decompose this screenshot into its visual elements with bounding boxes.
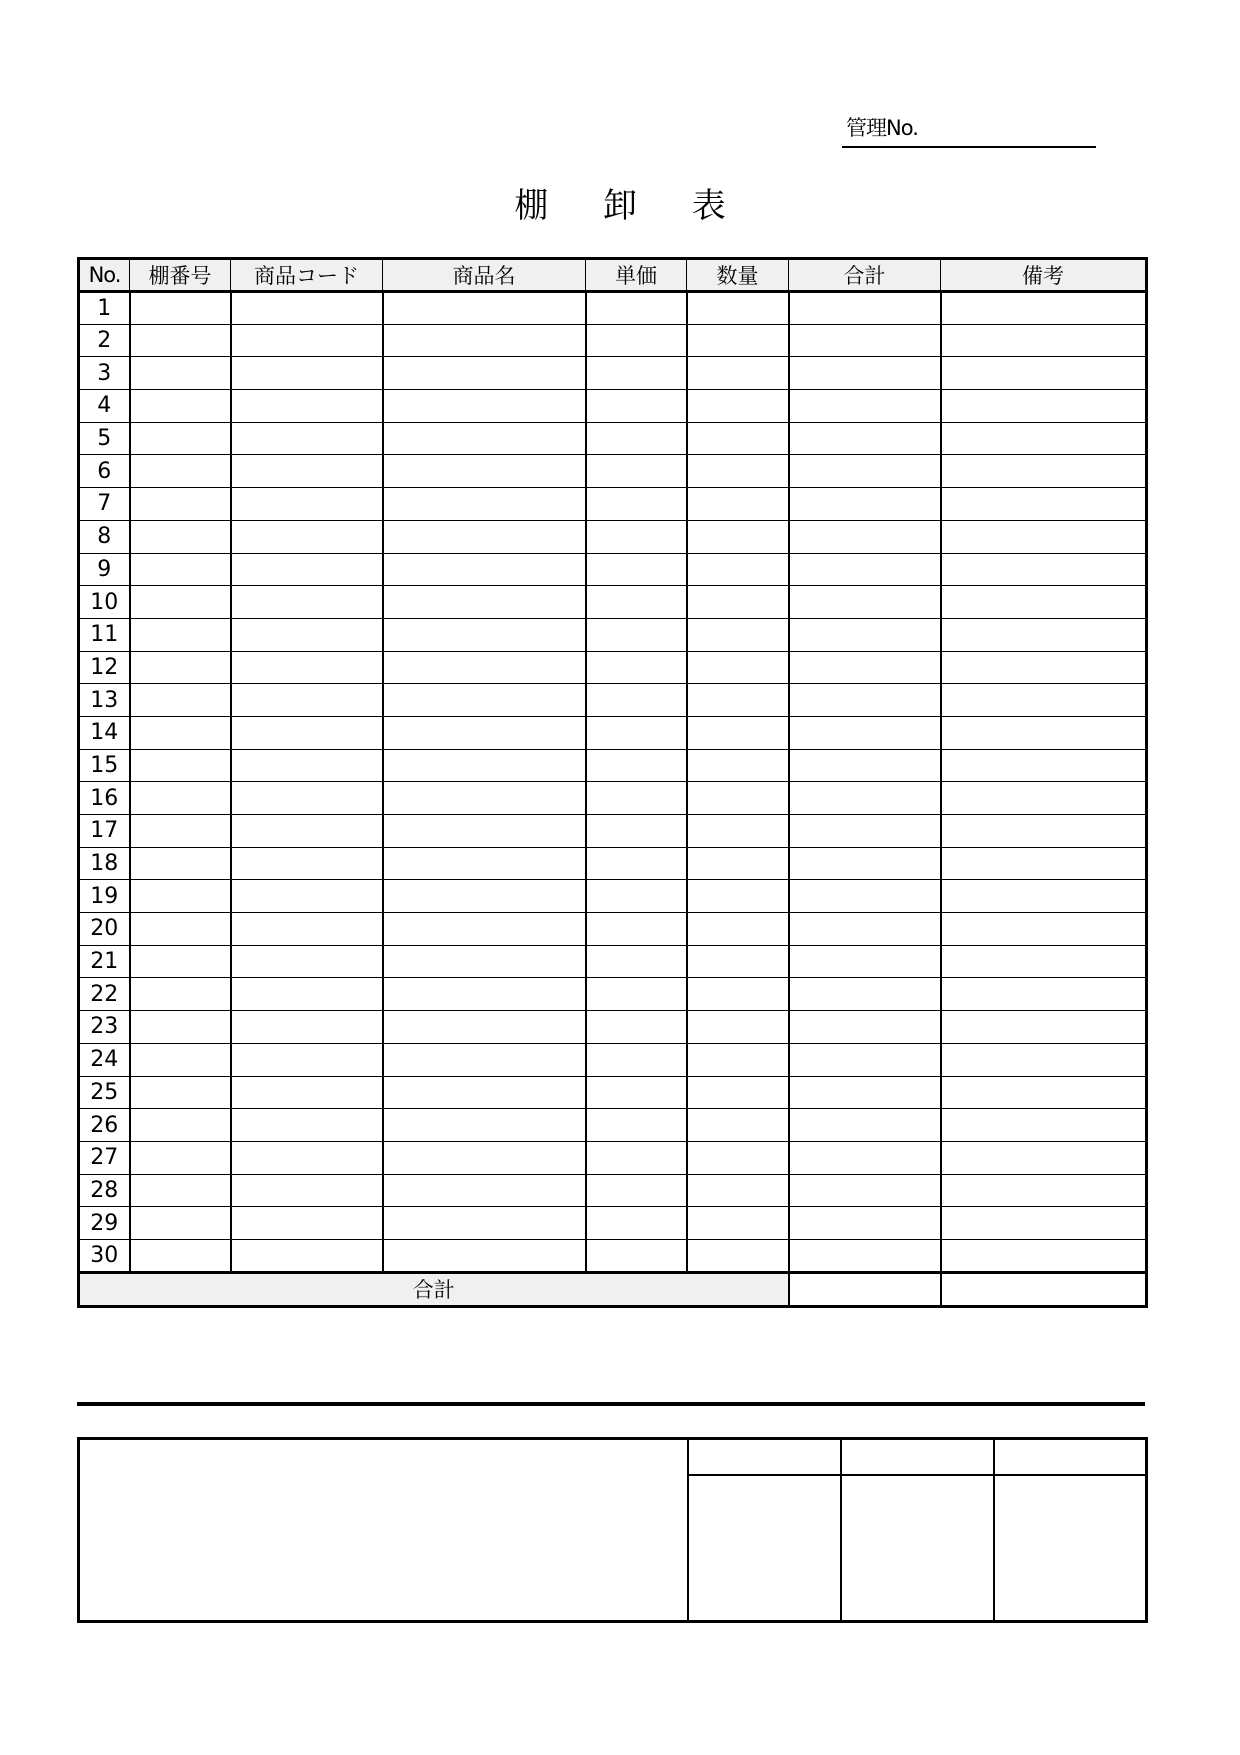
total-cell[interactable] bbox=[789, 618, 941, 651]
unit-price-cell[interactable] bbox=[586, 1011, 687, 1044]
table-row bbox=[79, 520, 1147, 553]
product-code-cell[interactable] bbox=[231, 1141, 383, 1174]
quantity-cell[interactable] bbox=[687, 618, 789, 651]
total-cell[interactable] bbox=[789, 455, 941, 488]
total-cell[interactable] bbox=[789, 324, 941, 357]
product-name-cell[interactable] bbox=[383, 618, 586, 651]
row-number: 16 bbox=[79, 782, 130, 815]
product-name-cell[interactable] bbox=[383, 422, 586, 455]
total-cell[interactable] bbox=[789, 716, 941, 749]
table-row bbox=[79, 749, 1147, 782]
shelf-number-cell[interactable] bbox=[130, 618, 231, 651]
product-code-cell[interactable] bbox=[231, 324, 383, 357]
section-divider bbox=[77, 1402, 1145, 1406]
remarks-cell[interactable] bbox=[941, 1011, 1147, 1044]
unit-price-cell[interactable] bbox=[586, 586, 687, 619]
table-row bbox=[79, 815, 1147, 848]
unit-price-cell[interactable] bbox=[586, 1207, 687, 1240]
approval-section bbox=[77, 1437, 1148, 1623]
quantity-cell[interactable] bbox=[687, 586, 789, 619]
product-code-cell[interactable] bbox=[231, 1076, 383, 1109]
row-number: 20 bbox=[79, 913, 130, 946]
remarks-cell[interactable] bbox=[941, 1043, 1147, 1076]
remarks-cell[interactable] bbox=[941, 553, 1147, 586]
table-header-row bbox=[79, 259, 1147, 292]
col-header-no: No. bbox=[79, 259, 130, 292]
total-cell[interactable] bbox=[789, 684, 941, 717]
shelf-number-cell[interactable] bbox=[130, 1141, 231, 1174]
unit-price-cell[interactable] bbox=[586, 1109, 687, 1142]
unit-price-cell[interactable] bbox=[586, 553, 687, 586]
quantity-cell[interactable] bbox=[687, 422, 789, 455]
quantity-cell[interactable] bbox=[687, 520, 789, 553]
remarks-cell[interactable] bbox=[941, 1207, 1147, 1240]
shelf-number-cell[interactable] bbox=[130, 782, 231, 815]
total-cell[interactable] bbox=[789, 586, 941, 619]
remarks-cell[interactable] bbox=[941, 586, 1147, 619]
row-number: 29 bbox=[79, 1207, 130, 1240]
table-row bbox=[79, 586, 1147, 619]
remarks-cell[interactable] bbox=[941, 292, 1147, 325]
product-code-cell[interactable] bbox=[231, 1011, 383, 1044]
quantity-cell[interactable] bbox=[687, 357, 789, 390]
col-header-unit-price: 単価 bbox=[586, 259, 687, 292]
total-cell[interactable] bbox=[789, 357, 941, 390]
unit-price-cell[interactable] bbox=[586, 390, 687, 423]
unit-price-cell[interactable] bbox=[586, 324, 687, 357]
quantity-cell[interactable] bbox=[687, 945, 789, 978]
row-number: 15 bbox=[79, 749, 130, 782]
quantity-cell[interactable] bbox=[687, 553, 789, 586]
row-number: 1 bbox=[79, 292, 130, 325]
unit-price-cell[interactable] bbox=[586, 455, 687, 488]
table-row bbox=[79, 1141, 1147, 1174]
total-cell[interactable] bbox=[789, 1141, 941, 1174]
row-number: 6 bbox=[79, 455, 130, 488]
row-number: 11 bbox=[79, 618, 130, 651]
table-row bbox=[79, 782, 1147, 815]
shelf-number-cell[interactable] bbox=[130, 913, 231, 946]
total-cell[interactable] bbox=[789, 292, 941, 325]
quantity-cell[interactable] bbox=[687, 1141, 789, 1174]
remarks-cell[interactable] bbox=[941, 422, 1147, 455]
table-row bbox=[79, 422, 1147, 455]
remarks-cell[interactable] bbox=[941, 357, 1147, 390]
row-number: 25 bbox=[79, 1076, 130, 1109]
quantity-cell[interactable] bbox=[687, 390, 789, 423]
remarks-cell[interactable] bbox=[941, 978, 1147, 1011]
unit-price-cell[interactable] bbox=[586, 651, 687, 684]
table-row bbox=[79, 847, 1147, 880]
shelf-number-cell[interactable] bbox=[130, 684, 231, 717]
shelf-number-cell[interactable] bbox=[130, 1109, 231, 1142]
shelf-number-cell[interactable] bbox=[130, 1043, 231, 1076]
product-name-cell[interactable] bbox=[383, 749, 586, 782]
row-number: 19 bbox=[79, 880, 130, 913]
management-no-field[interactable] bbox=[842, 116, 1096, 148]
product-code-cell[interactable] bbox=[231, 1239, 383, 1272]
table-row bbox=[79, 357, 1147, 390]
table-footer-row bbox=[79, 1272, 1147, 1306]
product-name-cell[interactable] bbox=[383, 292, 586, 325]
product-code-cell[interactable] bbox=[231, 684, 383, 717]
product-code-cell[interactable] bbox=[231, 749, 383, 782]
table-row bbox=[79, 716, 1147, 749]
product-name-cell[interactable] bbox=[383, 1239, 586, 1272]
remarks-cell[interactable] bbox=[941, 618, 1147, 651]
table-row bbox=[79, 913, 1147, 946]
row-number: 2 bbox=[79, 324, 130, 357]
product-code-cell[interactable] bbox=[231, 978, 383, 1011]
shelf-number-cell[interactable] bbox=[130, 488, 231, 521]
quantity-cell[interactable] bbox=[687, 651, 789, 684]
shelf-number-cell[interactable] bbox=[130, 945, 231, 978]
product-name-cell[interactable] bbox=[383, 651, 586, 684]
remarks-cell[interactable] bbox=[941, 488, 1147, 521]
product-code-cell[interactable] bbox=[231, 913, 383, 946]
product-name-cell[interactable] bbox=[383, 716, 586, 749]
quantity-cell[interactable] bbox=[687, 1076, 789, 1109]
remarks-cell[interactable] bbox=[941, 1174, 1147, 1207]
product-code-cell[interactable] bbox=[231, 815, 383, 848]
quantity-cell[interactable] bbox=[687, 1207, 789, 1240]
quantity-cell[interactable] bbox=[687, 455, 789, 488]
approval-header-2[interactable] bbox=[841, 1439, 994, 1476]
product-name-cell[interactable] bbox=[383, 1043, 586, 1076]
product-code-cell[interactable] bbox=[231, 422, 383, 455]
shelf-number-cell[interactable] bbox=[130, 520, 231, 553]
unit-price-cell[interactable] bbox=[586, 782, 687, 815]
page-title: 棚 卸 表 bbox=[514, 186, 748, 226]
col-header-product-name: 商品名 bbox=[383, 259, 586, 292]
row-number: 5 bbox=[79, 422, 130, 455]
table-row bbox=[79, 1076, 1147, 1109]
table-row bbox=[79, 1174, 1147, 1207]
row-number: 30 bbox=[79, 1239, 130, 1272]
approval-stamp-2[interactable] bbox=[841, 1475, 994, 1622]
total-cell[interactable] bbox=[789, 651, 941, 684]
unit-price-cell[interactable] bbox=[586, 978, 687, 1011]
remarks-cell[interactable] bbox=[941, 847, 1147, 880]
quantity-cell[interactable] bbox=[687, 749, 789, 782]
remarks-cell[interactable] bbox=[941, 1109, 1147, 1142]
row-number: 24 bbox=[79, 1043, 130, 1076]
shelf-number-cell[interactable] bbox=[130, 390, 231, 423]
shelf-number-cell[interactable] bbox=[130, 1239, 231, 1272]
quantity-cell[interactable] bbox=[687, 880, 789, 913]
col-header-quantity: 数量 bbox=[687, 259, 789, 292]
shelf-number-cell[interactable] bbox=[130, 1076, 231, 1109]
product-name-cell[interactable] bbox=[383, 1076, 586, 1109]
quantity-cell[interactable] bbox=[687, 684, 789, 717]
product-name-cell[interactable] bbox=[383, 1011, 586, 1044]
col-header-total: 合計 bbox=[789, 259, 941, 292]
product-code-cell[interactable] bbox=[231, 488, 383, 521]
remarks-cell[interactable] bbox=[941, 651, 1147, 684]
total-cell[interactable] bbox=[789, 553, 941, 586]
row-number: 22 bbox=[79, 978, 130, 1011]
remarks-cell[interactable] bbox=[941, 324, 1147, 357]
shelf-number-cell[interactable] bbox=[130, 716, 231, 749]
total-cell[interactable] bbox=[789, 847, 941, 880]
product-name-cell[interactable] bbox=[383, 913, 586, 946]
total-cell[interactable] bbox=[789, 978, 941, 1011]
shelf-number-cell[interactable] bbox=[130, 292, 231, 325]
product-code-cell[interactable] bbox=[231, 586, 383, 619]
remarks-cell[interactable] bbox=[941, 749, 1147, 782]
col-header-remarks: 備考 bbox=[941, 259, 1147, 292]
unit-price-cell[interactable] bbox=[586, 684, 687, 717]
quantity-cell[interactable] bbox=[687, 1174, 789, 1207]
quantity-cell[interactable] bbox=[687, 1239, 789, 1272]
product-name-cell[interactable] bbox=[383, 324, 586, 357]
total-cell[interactable] bbox=[789, 1109, 941, 1142]
product-code-cell[interactable] bbox=[231, 1043, 383, 1076]
product-name-cell[interactable] bbox=[383, 815, 586, 848]
approval-header-3[interactable] bbox=[994, 1439, 1147, 1476]
total-cell[interactable] bbox=[789, 945, 941, 978]
total-cell[interactable] bbox=[789, 913, 941, 946]
col-header-product-code: 商品コード bbox=[231, 259, 383, 292]
unit-price-cell[interactable] bbox=[586, 618, 687, 651]
product-name-cell[interactable] bbox=[383, 880, 586, 913]
row-number: 27 bbox=[79, 1141, 130, 1174]
table-row bbox=[79, 945, 1147, 978]
total-cell[interactable] bbox=[789, 1174, 941, 1207]
row-number: 23 bbox=[79, 1011, 130, 1044]
unit-price-cell[interactable] bbox=[586, 815, 687, 848]
total-cell[interactable] bbox=[789, 1076, 941, 1109]
shelf-number-cell[interactable] bbox=[130, 324, 231, 357]
remarks-cell[interactable] bbox=[941, 1076, 1147, 1109]
product-code-cell[interactable] bbox=[231, 618, 383, 651]
product-name-cell[interactable] bbox=[383, 390, 586, 423]
table-row bbox=[79, 1207, 1147, 1240]
table-row bbox=[79, 553, 1147, 586]
unit-price-cell[interactable] bbox=[586, 488, 687, 521]
shelf-number-cell[interactable] bbox=[130, 553, 231, 586]
unit-price-cell[interactable] bbox=[586, 1043, 687, 1076]
product-code-cell[interactable] bbox=[231, 945, 383, 978]
quantity-cell[interactable] bbox=[687, 1011, 789, 1044]
shelf-number-cell[interactable] bbox=[130, 1174, 231, 1207]
row-number: 13 bbox=[79, 684, 130, 717]
row-number: 21 bbox=[79, 945, 130, 978]
product-name-cell[interactable] bbox=[383, 945, 586, 978]
quantity-cell[interactable] bbox=[687, 292, 789, 325]
total-cell[interactable] bbox=[789, 488, 941, 521]
unit-price-cell[interactable] bbox=[586, 716, 687, 749]
table-row bbox=[79, 292, 1147, 325]
row-number: 8 bbox=[79, 520, 130, 553]
inventory-table bbox=[77, 257, 1148, 1308]
product-code-cell[interactable] bbox=[231, 1174, 383, 1207]
table-row bbox=[79, 324, 1147, 357]
remarks-cell[interactable] bbox=[941, 1141, 1147, 1174]
row-number: 12 bbox=[79, 651, 130, 684]
product-code-cell[interactable] bbox=[231, 782, 383, 815]
row-number: 9 bbox=[79, 553, 130, 586]
remarks-cell[interactable] bbox=[941, 913, 1147, 946]
grand-total-label: 合計 bbox=[79, 1272, 789, 1306]
product-name-cell[interactable] bbox=[383, 1141, 586, 1174]
product-name-cell[interactable] bbox=[383, 488, 586, 521]
quantity-cell[interactable] bbox=[687, 324, 789, 357]
product-name-cell[interactable] bbox=[383, 684, 586, 717]
quantity-cell[interactable] bbox=[687, 716, 789, 749]
remarks-cell[interactable] bbox=[941, 815, 1147, 848]
shelf-number-cell[interactable] bbox=[130, 455, 231, 488]
quantity-cell[interactable] bbox=[687, 1043, 789, 1076]
unit-price-cell[interactable] bbox=[586, 357, 687, 390]
total-cell[interactable] bbox=[789, 880, 941, 913]
total-cell[interactable] bbox=[789, 390, 941, 423]
table-row bbox=[79, 978, 1147, 1011]
quantity-cell[interactable] bbox=[687, 978, 789, 1011]
unit-price-cell[interactable] bbox=[586, 292, 687, 325]
product-name-cell[interactable] bbox=[383, 847, 586, 880]
unit-price-cell[interactable] bbox=[586, 520, 687, 553]
remarks-cell[interactable] bbox=[941, 945, 1147, 978]
remarks-cell[interactable] bbox=[941, 684, 1147, 717]
quantity-cell[interactable] bbox=[687, 913, 789, 946]
product-name-cell[interactable] bbox=[383, 553, 586, 586]
row-number: 28 bbox=[79, 1174, 130, 1207]
table-row bbox=[79, 1043, 1147, 1076]
quantity-cell[interactable] bbox=[687, 488, 789, 521]
quantity-cell[interactable] bbox=[687, 782, 789, 815]
quantity-cell[interactable] bbox=[687, 847, 789, 880]
table-row bbox=[79, 455, 1147, 488]
product-code-cell[interactable] bbox=[231, 716, 383, 749]
table-row bbox=[79, 390, 1147, 423]
remarks-cell[interactable] bbox=[941, 520, 1147, 553]
unit-price-cell[interactable] bbox=[586, 945, 687, 978]
product-code-cell[interactable] bbox=[231, 1109, 383, 1142]
remarks-cell[interactable] bbox=[941, 782, 1147, 815]
product-code-cell[interactable] bbox=[231, 357, 383, 390]
quantity-cell[interactable] bbox=[687, 1109, 789, 1142]
total-cell[interactable] bbox=[789, 782, 941, 815]
row-number: 10 bbox=[79, 586, 130, 619]
row-number: 26 bbox=[79, 1109, 130, 1142]
shelf-number-cell[interactable] bbox=[130, 357, 231, 390]
management-no-label: 管理No. bbox=[846, 116, 918, 140]
table-row bbox=[79, 1011, 1147, 1044]
shelf-number-cell[interactable] bbox=[130, 880, 231, 913]
shelf-number-cell[interactable] bbox=[130, 1207, 231, 1240]
unit-price-cell[interactable] bbox=[586, 1174, 687, 1207]
shelf-number-cell[interactable] bbox=[130, 815, 231, 848]
remarks-cell[interactable] bbox=[941, 716, 1147, 749]
total-cell[interactable] bbox=[789, 1239, 941, 1272]
table-row bbox=[79, 1239, 1147, 1272]
product-name-cell[interactable] bbox=[383, 520, 586, 553]
total-cell[interactable] bbox=[789, 815, 941, 848]
product-name-cell[interactable] bbox=[383, 978, 586, 1011]
row-number: 7 bbox=[79, 488, 130, 521]
memo-box[interactable] bbox=[79, 1439, 688, 1622]
product-name-cell[interactable] bbox=[383, 586, 586, 619]
total-cell[interactable] bbox=[789, 422, 941, 455]
approval-header-1[interactable] bbox=[688, 1439, 841, 1476]
product-code-cell[interactable] bbox=[231, 847, 383, 880]
unit-price-cell[interactable] bbox=[586, 847, 687, 880]
row-number: 4 bbox=[79, 390, 130, 423]
shelf-number-cell[interactable] bbox=[130, 586, 231, 619]
row-number: 17 bbox=[79, 815, 130, 848]
unit-price-cell[interactable] bbox=[586, 913, 687, 946]
product-name-cell[interactable] bbox=[383, 1174, 586, 1207]
approval-stamp-3[interactable] bbox=[994, 1475, 1147, 1622]
unit-price-cell[interactable] bbox=[586, 1239, 687, 1272]
unit-price-cell[interactable] bbox=[586, 1076, 687, 1109]
unit-price-cell[interactable] bbox=[586, 880, 687, 913]
product-name-cell[interactable] bbox=[383, 782, 586, 815]
product-name-cell[interactable] bbox=[383, 455, 586, 488]
table-row bbox=[79, 488, 1147, 521]
shelf-number-cell[interactable] bbox=[130, 651, 231, 684]
unit-price-cell[interactable] bbox=[586, 1141, 687, 1174]
remarks-cell[interactable] bbox=[941, 390, 1147, 423]
table-row bbox=[79, 651, 1147, 684]
shelf-number-cell[interactable] bbox=[130, 847, 231, 880]
grand-total-cell[interactable] bbox=[789, 1272, 941, 1306]
product-name-cell[interactable] bbox=[383, 357, 586, 390]
remarks-cell[interactable] bbox=[941, 880, 1147, 913]
table-row bbox=[79, 684, 1147, 717]
product-code-cell[interactable] bbox=[231, 553, 383, 586]
col-header-shelf-number: 棚番号 bbox=[130, 259, 231, 292]
product-name-cell[interactable] bbox=[383, 1109, 586, 1142]
approval-stamp-1[interactable] bbox=[688, 1475, 841, 1622]
total-cell[interactable] bbox=[789, 1043, 941, 1076]
unit-price-cell[interactable] bbox=[586, 422, 687, 455]
total-cell[interactable] bbox=[789, 520, 941, 553]
remarks-cell[interactable] bbox=[941, 455, 1147, 488]
table-row bbox=[79, 1109, 1147, 1142]
table-row bbox=[79, 618, 1147, 651]
product-code-cell[interactable] bbox=[231, 520, 383, 553]
total-cell[interactable] bbox=[789, 749, 941, 782]
shelf-number-cell[interactable] bbox=[130, 422, 231, 455]
quantity-cell[interactable] bbox=[687, 815, 789, 848]
remarks-cell[interactable] bbox=[941, 1239, 1147, 1272]
table-row bbox=[79, 880, 1147, 913]
product-code-cell[interactable] bbox=[231, 651, 383, 684]
shelf-number-cell[interactable] bbox=[130, 749, 231, 782]
product-name-cell[interactable] bbox=[383, 1207, 586, 1240]
product-code-cell[interactable] bbox=[231, 1207, 383, 1240]
shelf-number-cell[interactable] bbox=[130, 978, 231, 1011]
row-number: 14 bbox=[79, 716, 130, 749]
total-cell[interactable] bbox=[789, 1207, 941, 1240]
row-number: 18 bbox=[79, 847, 130, 880]
product-code-cell[interactable] bbox=[231, 390, 383, 423]
total-cell[interactable] bbox=[789, 1011, 941, 1044]
shelf-number-cell[interactable] bbox=[130, 1011, 231, 1044]
unit-price-cell[interactable] bbox=[586, 749, 687, 782]
product-code-cell[interactable] bbox=[231, 455, 383, 488]
row-number: 3 bbox=[79, 357, 130, 390]
product-code-cell[interactable] bbox=[231, 880, 383, 913]
grand-total-remarks-cell[interactable] bbox=[941, 1272, 1147, 1306]
product-code-cell[interactable] bbox=[231, 292, 383, 325]
